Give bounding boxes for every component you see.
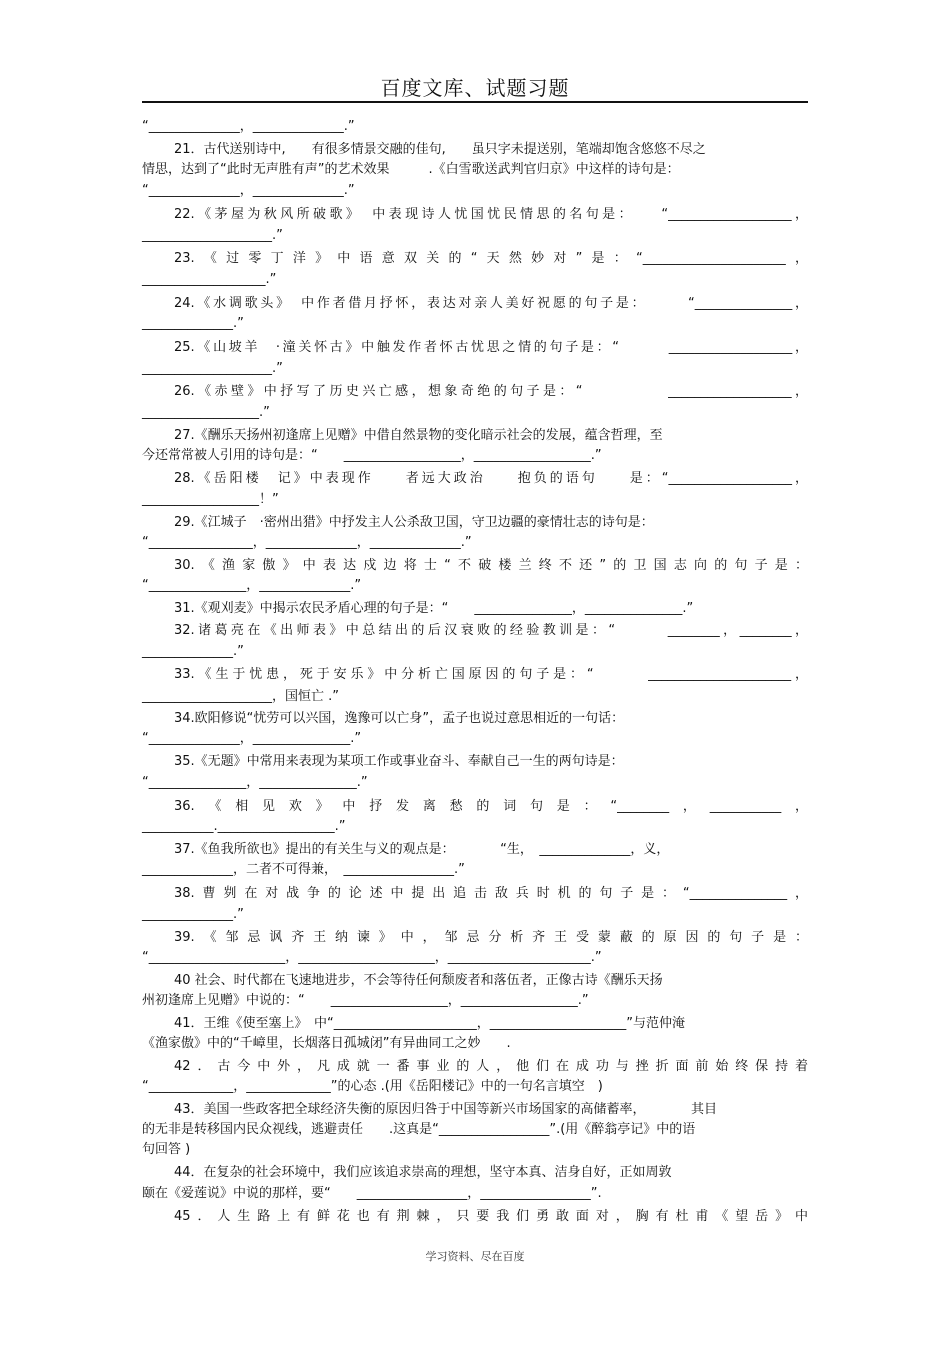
question-30: 30.《渔家傲》中表达戍边将士“不破楼兰终不还”的卫国志向的句子是： xyxy=(174,558,808,573)
question-text: 的无非是转移国内民众视线，逃避责任 .这真是“_________________”.(用《醉翁亭记》中的语 xyxy=(142,1122,696,1137)
answer-line: ____________________，国恒亡 .” xyxy=(142,689,339,704)
question-22: 22.《茅屋为秋风所破歌》 中表现诗人忧国忧民情思的名句是： “___________________， xyxy=(174,207,808,222)
answer-line: “______________，______________.” xyxy=(142,183,355,198)
question-text: “_____________，_____________”的心态 .(用《岳阳楼记》中的一句名言填空 ) xyxy=(142,1079,603,1094)
page-footer: 学习资料、尽在百度 xyxy=(425,1250,525,1263)
answer-line: “_______________，_______________.” xyxy=(142,775,368,790)
question-41: 41．王维《使至塞上》 中“______________________，_____________________”与范仲淹 xyxy=(174,1016,686,1031)
question-44: 44．在复杂的社会环境中，我们应该追求崇高的理想，坚守本真、洁身自好，正如周敦 xyxy=(174,1165,672,1180)
answer-line: ______________.” xyxy=(142,644,244,659)
question-34: 34.欧阳修说“忧劳可以兴国，逸豫可以亡身”，孟子也说过意思相近的一句话： xyxy=(174,711,625,726)
answer-line: __________________！” xyxy=(142,492,279,507)
question-29: 29.《江城子 ·密州出猎》中抒发主人公杀敌卫国，守卫边疆的豪情壮志的诗句是： xyxy=(174,515,654,530)
page-title: 百度文库、试题习题 xyxy=(380,76,570,100)
answer-line: “_____________________，_____________________，______________________.” xyxy=(142,950,602,965)
answer-line: “________________，______________，______________.” xyxy=(142,535,472,550)
question-35: 35.《无题》中常用来表现为某项工作或事业奋斗、奉献自己一生的两句诗是： xyxy=(174,754,624,769)
question-text: 颐在《爱莲说》中说的那样，要“ _________________，_________________”. xyxy=(142,1186,602,1201)
answer-line: ______________，二者不可得兼， _________________.” xyxy=(142,862,465,877)
question-42: 42．古今中外，凡成就一番事业的人，他们在成功与挫折面前始终保持着 xyxy=(174,1059,808,1074)
answer-line: __________________.” xyxy=(142,405,270,420)
question-31: 31.《观刈麦》中揭示农民矛盾心理的句子是：“ _______________，_______________.” xyxy=(174,601,694,616)
question-24: 24.《水调歌头》 中作者借月抒怀，表达对亲人美好祝愿的句子是： “_______________， xyxy=(174,296,808,311)
answer-line: ___________________.” xyxy=(142,272,277,287)
answer-line: ___________.__________________.” xyxy=(142,819,346,834)
question-26: 26.《赤壁》中抒写了历史兴亡感，想象奇绝的句子是：“ ___________________， xyxy=(174,384,808,399)
answer-line: ______________.” xyxy=(142,907,244,922)
answer-line: ____________________.” xyxy=(142,361,283,376)
question-32: 32.诸葛亮在《出师表》中总结出的后汉衰败的经验教训是：“ ________，________， xyxy=(174,623,808,638)
question-38: 38.曹刿在对战争的论述中提出追击敌兵时机的句子是：“_______________， xyxy=(174,886,808,901)
question-33: 33.《生于忧患，死于安乐》中分析亡国原因的句子是：“ ______________________， xyxy=(174,667,808,682)
question-text: 今还常常被人引用的诗句是：“ __________________，__________________.” xyxy=(142,448,602,463)
question-text: 句回答 ) xyxy=(142,1142,191,1157)
answer-line: “_______________，______________.” xyxy=(142,578,362,593)
header-divider xyxy=(142,101,808,103)
question-43: 43．美国一些政客把全球经济失衡的原因归咎于中国等新兴市场国家的高储蓄率， 其目 xyxy=(174,1102,718,1117)
question-39: 39.《邹忌讽齐王纳谏》中，邹忌分析齐王受蒙蔽的原因的句子是： xyxy=(174,930,808,945)
answer-line: ____________________.” xyxy=(142,228,283,243)
answer-line: “______________，_______________.” xyxy=(142,731,362,746)
question-25: 25.《山坡羊 ·潼关怀古》中触发作者怀古忧思之情的句子是：“ ___________________， xyxy=(174,340,808,355)
question-21: 21．古代送别诗中, 有很多情景交融的佳句, 虽只字未提送别，笔端却饱含悠悠不尽之 xyxy=(174,142,706,157)
question-27: 27.《酬乐天扬州初逢席上见赠》中借自然景物的变化暗示社会的发展，蕴含哲理，至 xyxy=(174,428,663,443)
question-37: 37.《鱼我所欲也》提出的有关生与义的观点是： “生， ______________，义， xyxy=(174,842,670,857)
question-36: 36.《相见欢》中抒发离愁的词句是：“________，___________， xyxy=(174,799,808,814)
question-text: 州初逢席上见赠》中说的：“ __________________，__________________.” xyxy=(142,993,589,1008)
question-23: 23.《过零丁洋》中语意双关的“天然妙对”是：“______________________， xyxy=(174,251,808,266)
question-text: 情思，达到了“此时无声胜有声”的艺术效果 .《白雪歌送武判官归京》中这样的诗句是： xyxy=(142,162,680,177)
question-28: 28.《岳阳楼 记》中表现作 者远大政治 抱负的语句 是：“___________________， xyxy=(174,471,808,486)
question-40: 40 社会、时代都在飞速地进步，不会等待任何颓废者和落伍者，正像古诗《酬乐天扬 xyxy=(174,973,663,988)
answer-line: “______________，______________.” xyxy=(142,119,355,134)
question-45: 45．人生路上有鲜花也有荆棘，只要我们勇敢面对，胸有杜甫《望岳》中 xyxy=(174,1209,808,1224)
answer-line: ______________.” xyxy=(142,316,244,331)
question-text: 《渔家傲》中的“千嶂里，长烟落日孤城闭”有异曲同工之妙 . xyxy=(142,1036,511,1051)
